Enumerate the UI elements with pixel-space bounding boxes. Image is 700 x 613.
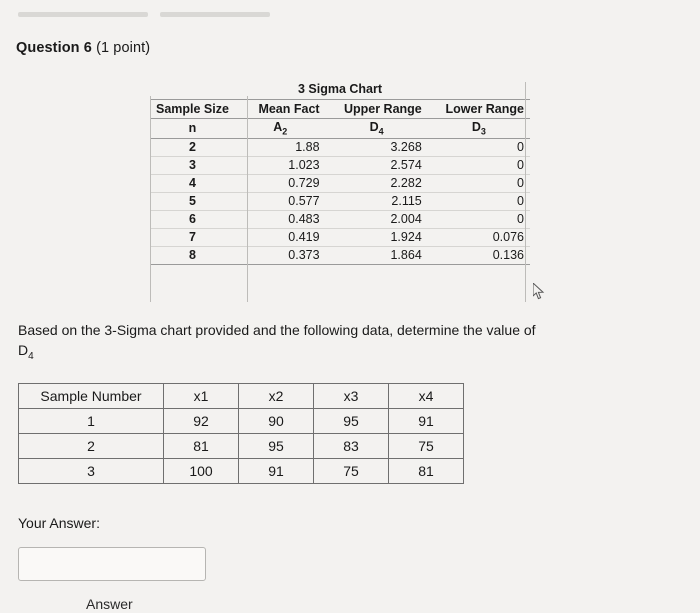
sigma-cell-d4: 1.924 bbox=[326, 228, 428, 246]
sigma-cell-d3: 0 bbox=[428, 192, 530, 210]
table-row bbox=[150, 192, 530, 210]
data-cell-x4: 75 bbox=[389, 434, 464, 459]
prompt-text: Based on the 3-Sigma chart provided and the following data, determine the value of bbox=[18, 322, 536, 338]
data-cell-x2: 90 bbox=[239, 409, 314, 434]
sigma-cell-a2: 1.023 bbox=[235, 156, 326, 174]
sigma-rule-mid bbox=[247, 96, 248, 302]
data-cell-x3: 83 bbox=[314, 434, 389, 459]
sigma-cell-a2: 1.88 bbox=[235, 138, 326, 156]
mouse-cursor-icon bbox=[533, 283, 545, 299]
answer-input[interactable] bbox=[18, 547, 206, 581]
data-cell-x3: 95 bbox=[314, 409, 389, 434]
table-row bbox=[19, 409, 464, 434]
data-cell-x3: 75 bbox=[314, 459, 389, 484]
sigma-cell-n: 4 bbox=[150, 174, 235, 192]
sigma-chart bbox=[150, 82, 530, 265]
data-cell-x1: 100 bbox=[164, 459, 239, 484]
data-cell-x1: 92 bbox=[164, 409, 239, 434]
sigma-rule-right bbox=[525, 82, 526, 302]
sigma-cell-a2: 0.729 bbox=[235, 174, 326, 192]
question-number: Question 6 bbox=[16, 40, 92, 56]
data-cell-x2: 91 bbox=[239, 459, 314, 484]
data-header-x3: x3 bbox=[314, 384, 389, 409]
sigma-symbol-d3: $D_3$ bbox=[428, 119, 530, 139]
data-cell-x4: 81 bbox=[389, 459, 464, 484]
answer-footer-label: Answer bbox=[86, 596, 133, 612]
data-cell-sample: 3 bbox=[19, 459, 164, 484]
sigma-symbol-n: n bbox=[150, 119, 235, 139]
sigma-cell-n: 2 bbox=[150, 138, 235, 156]
sigma-chart-title: 3 Sigma Chart bbox=[150, 82, 530, 100]
sigma-cell-d3: 0 bbox=[428, 138, 530, 156]
sigma-cell-d4: 2.004 bbox=[326, 210, 428, 228]
sample-data-table bbox=[18, 383, 464, 484]
sigma-cell-d4: 1.864 bbox=[326, 246, 428, 264]
sigma-cell-a2: 0.483 bbox=[235, 210, 326, 228]
data-header-row bbox=[19, 384, 464, 409]
sigma-cell-a2: 0.419 bbox=[235, 228, 326, 246]
sigma-cell-n: 7 bbox=[150, 228, 235, 246]
sigma-cell-a2: 0.373 bbox=[235, 246, 326, 264]
sigma-cell-d3: 0 bbox=[428, 210, 530, 228]
data-header-sample-number: Sample Number bbox=[19, 384, 164, 409]
sigma-rule-left bbox=[150, 96, 151, 302]
data-cell-x1: 81 bbox=[164, 434, 239, 459]
data-cell-x4: 91 bbox=[389, 409, 464, 434]
sigma-header-sample-size: Sample Size bbox=[150, 100, 235, 119]
table-row bbox=[150, 246, 530, 264]
sigma-cell-n: 6 bbox=[150, 210, 235, 228]
table-row bbox=[150, 156, 530, 174]
sigma-cell-n: 8 bbox=[150, 246, 235, 264]
sigma-chart-table bbox=[150, 100, 530, 265]
data-cell-sample: 2 bbox=[19, 434, 164, 459]
prompt-symbol: $D_4$ bbox=[18, 342, 34, 363]
table-row bbox=[150, 228, 530, 246]
sigma-cell-d4: 3.268 bbox=[326, 138, 428, 156]
sigma-body bbox=[150, 138, 530, 264]
data-cell-sample: 1 bbox=[19, 409, 164, 434]
sigma-header-row bbox=[150, 100, 530, 119]
data-header-x4: x4 bbox=[389, 384, 464, 409]
page-title bbox=[16, 40, 150, 56]
table-row bbox=[150, 210, 530, 228]
sigma-cell-d4: 2.282 bbox=[326, 174, 428, 192]
sigma-symbol-d4: $D_4$ bbox=[326, 119, 428, 139]
table-row bbox=[150, 174, 530, 192]
sigma-symbol-a2: $A_2$ bbox=[235, 119, 326, 139]
data-cell-x2: 95 bbox=[239, 434, 314, 459]
sigma-header-lower-range: Lower Range bbox=[428, 100, 530, 119]
sigma-cell-d4: 2.574 bbox=[326, 156, 428, 174]
sigma-cell-d3: 0 bbox=[428, 174, 530, 192]
sigma-cell-d3: 0.136 bbox=[428, 246, 530, 264]
table-row bbox=[19, 434, 464, 459]
data-table bbox=[18, 383, 464, 484]
sigma-cell-d4: 2.115 bbox=[326, 192, 428, 210]
data-header-x2: x2 bbox=[239, 384, 314, 409]
your-answer-label: Your Answer: bbox=[18, 515, 100, 531]
sigma-header-mean-fact: Mean Fact bbox=[235, 100, 326, 119]
table-row bbox=[150, 138, 530, 156]
sigma-cell-a2: 0.577 bbox=[235, 192, 326, 210]
sigma-header-upper-range: Upper Range bbox=[326, 100, 428, 119]
sigma-cell-n: 3 bbox=[150, 156, 235, 174]
scan-bar-left bbox=[18, 12, 148, 17]
table-row bbox=[19, 459, 464, 484]
question-prompt bbox=[18, 320, 668, 365]
scan-bar-right bbox=[160, 12, 270, 17]
data-header-x1: x1 bbox=[164, 384, 239, 409]
sigma-cell-d3: 0.076 bbox=[428, 228, 530, 246]
question-points: (1 point) bbox=[96, 40, 151, 56]
sigma-cell-d3: 0 bbox=[428, 156, 530, 174]
sigma-symbol-row bbox=[150, 119, 530, 139]
sigma-cell-n: 5 bbox=[150, 192, 235, 210]
